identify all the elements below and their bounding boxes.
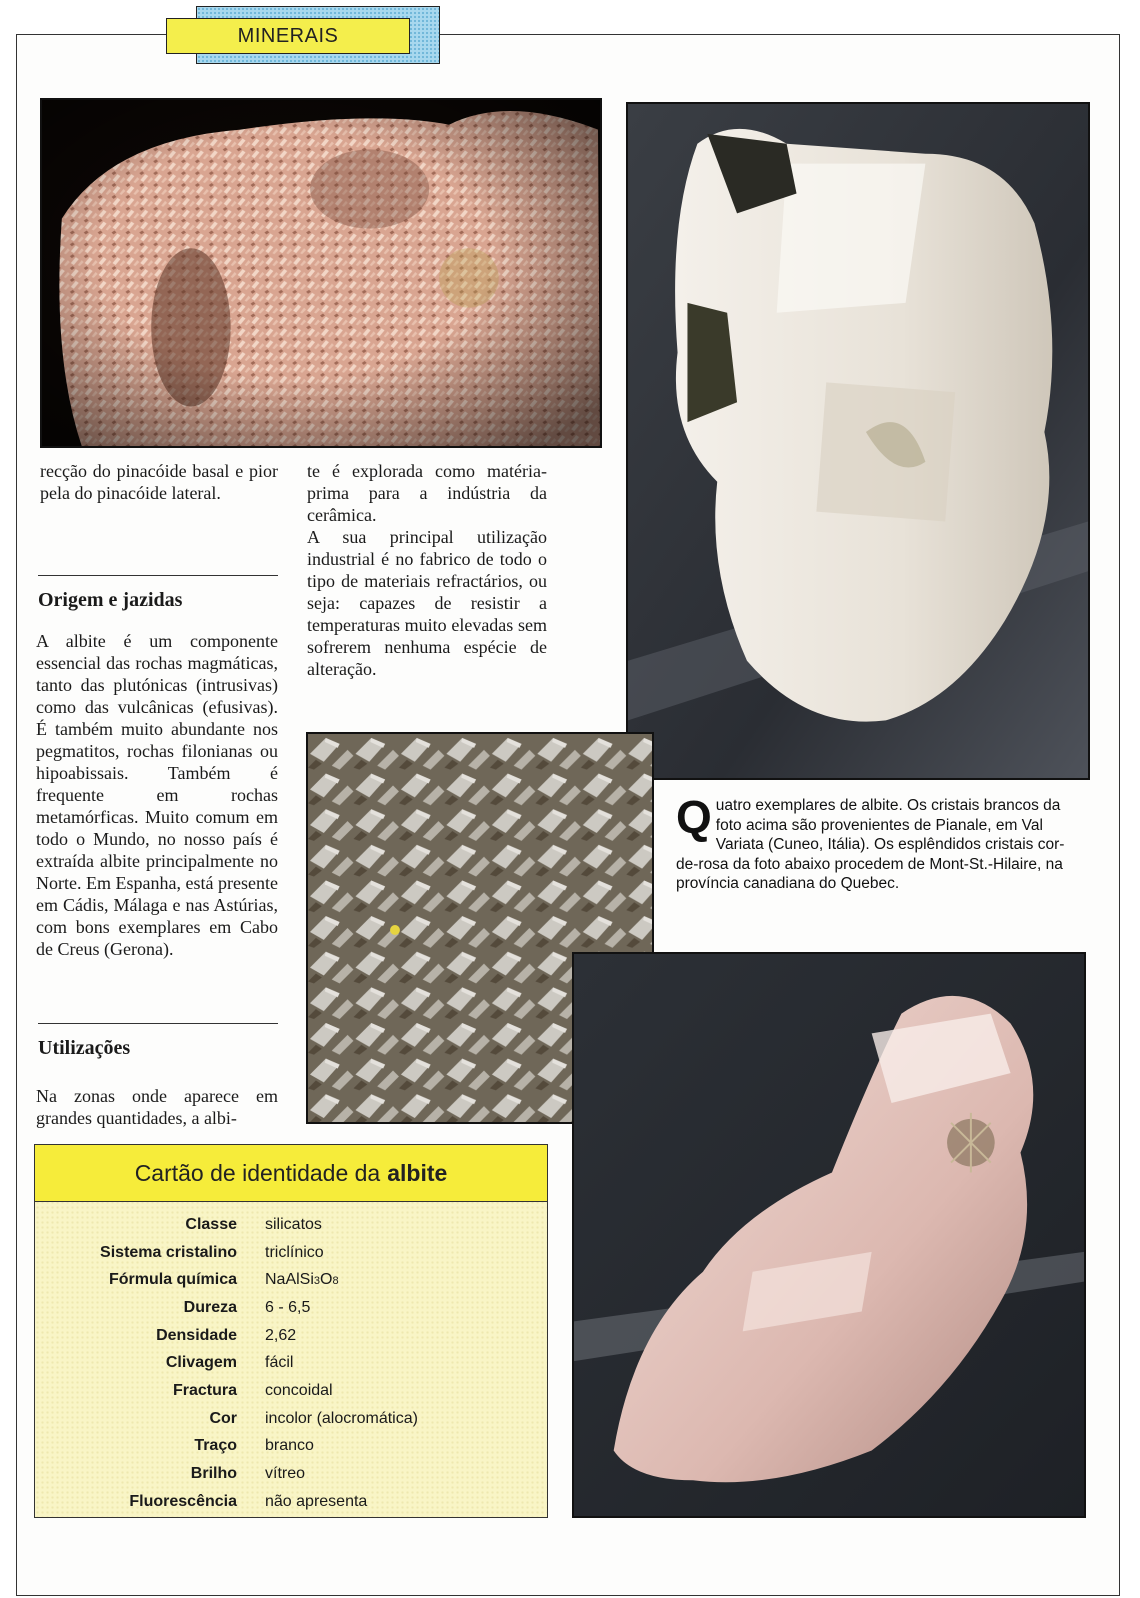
card-row-formula — [35, 1266, 547, 1294]
photo-pink-albite-image — [574, 954, 1084, 1516]
divider-origem — [38, 575, 278, 576]
row-label: Traço — [194, 1437, 237, 1455]
heading-utilizacoes: Utilizações — [38, 1037, 131, 1059]
photo-pink-albite — [572, 952, 1086, 1518]
card-row-traco — [35, 1433, 547, 1461]
row-label: Densidade — [156, 1326, 237, 1344]
origem-text: A albite é um componente essencial das rochas magmáticas, tanto das plutónicas (intrusivas) como das vulcânicas (efusivas). É também muito abundante nos pegmatitos, rochas filonianas ou hipoabissais. Também é frequente em rochas metamórficas. Muito comum em todo o Mundo, no nosso país é extraída albite principalmente no Norte. Em Espanha, está presente em Cádis, Málaga e nas Astúrias, com bons exemplares em Cabo de Creus (Gerona). — [36, 631, 278, 959]
middle-text-2: A sua principal utilização industrial é no fabrico de todo o tipo de materiais refractários, ou seja: capazes de resistir a temperaturas muito elevadas sem sofrerem nenhuma espécie de alteração. — [307, 527, 547, 679]
formula-part: NaAlSi — [265, 1271, 314, 1289]
utilizacoes-text: Na zonas onde aparece em grandes quantidades, a albi- — [36, 1086, 278, 1128]
row-label: Cor — [209, 1409, 237, 1427]
row-label: Sistema cristalino — [100, 1243, 237, 1261]
row-value: 2,62 — [265, 1326, 297, 1344]
card-row-classe — [35, 1211, 547, 1239]
card-row-sistema — [35, 1239, 547, 1267]
caption-text: uatro exemplares de albite. Os cristais brancos da foto acima são provenientes de Pianale, em Val Variata (Cuneo, Itália). Os esplêndidos cristais cor-de-rosa da foto abaixo procedem de Mont-St.-Hilaire, na província canadiana do Quebec. — [676, 797, 1065, 892]
row-value: não apresenta — [265, 1492, 368, 1510]
row-value: silicatos — [265, 1215, 322, 1233]
formula-part: O — [320, 1271, 333, 1289]
row-label: Dureza — [183, 1298, 237, 1316]
photo-pink-druse — [40, 98, 602, 448]
origem-text-block — [36, 630, 278, 960]
identity-card — [34, 1144, 548, 1518]
section-banner — [166, 18, 410, 54]
card-row-clivagem — [35, 1349, 547, 1377]
card-row-cor — [35, 1405, 547, 1433]
row-label: Fluorescência — [129, 1492, 237, 1510]
photo-pink-druse-image — [42, 100, 600, 446]
photo-white-albite-image — [628, 104, 1088, 778]
card-row-fluorescencia — [35, 1488, 547, 1516]
row-label: Fórmula química — [108, 1271, 237, 1289]
utilizacoes-text-block — [36, 1085, 278, 1129]
row-value: fácil — [265, 1354, 294, 1372]
card-row-fractura — [35, 1377, 547, 1405]
identity-card-title — [35, 1145, 547, 1202]
row-label: Clivagem — [165, 1354, 237, 1372]
card-row-brilho — [35, 1460, 547, 1488]
card-row-dureza — [35, 1294, 547, 1322]
row-label: Classe — [185, 1215, 237, 1233]
heading-origem: Origem e jazidas — [38, 589, 183, 611]
caption-dropcap: Q — [676, 791, 712, 843]
card-row-densidade — [35, 1322, 547, 1350]
identity-card-title-prefix: Cartão de identidade da — [134, 1159, 381, 1186]
identity-card-rows — [35, 1202, 547, 1516]
row-value: concoidal — [265, 1381, 333, 1399]
middle-text-1: te é explorada como matéria-prima para a indústria da cerâmica. — [307, 461, 547, 525]
row-value: branco — [265, 1437, 314, 1455]
photo-caption — [676, 791, 1076, 894]
row-label: Fractura — [172, 1381, 237, 1399]
formula-subscript: 8 — [332, 1275, 339, 1288]
divider-utilizacoes — [38, 1023, 278, 1024]
section-title: MINERAIS — [237, 24, 339, 47]
left-column-intro — [40, 460, 278, 504]
photo-white-albite — [626, 102, 1090, 780]
intro-text: recção do pinacóide basal e pior pela do pinacóide lateral. — [40, 461, 278, 503]
row-value: triclínico — [265, 1243, 324, 1261]
middle-column — [307, 460, 547, 680]
row-value: 6 - 6,5 — [265, 1298, 311, 1316]
row-label: Brilho — [190, 1465, 237, 1483]
row-value: vítreo — [265, 1465, 306, 1483]
identity-card-title-mineral: albite — [387, 1159, 448, 1186]
row-value: incolor (alocromática) — [265, 1409, 418, 1427]
formula-subscript: 3 — [313, 1275, 321, 1288]
chemical-formula — [265, 1271, 547, 1289]
